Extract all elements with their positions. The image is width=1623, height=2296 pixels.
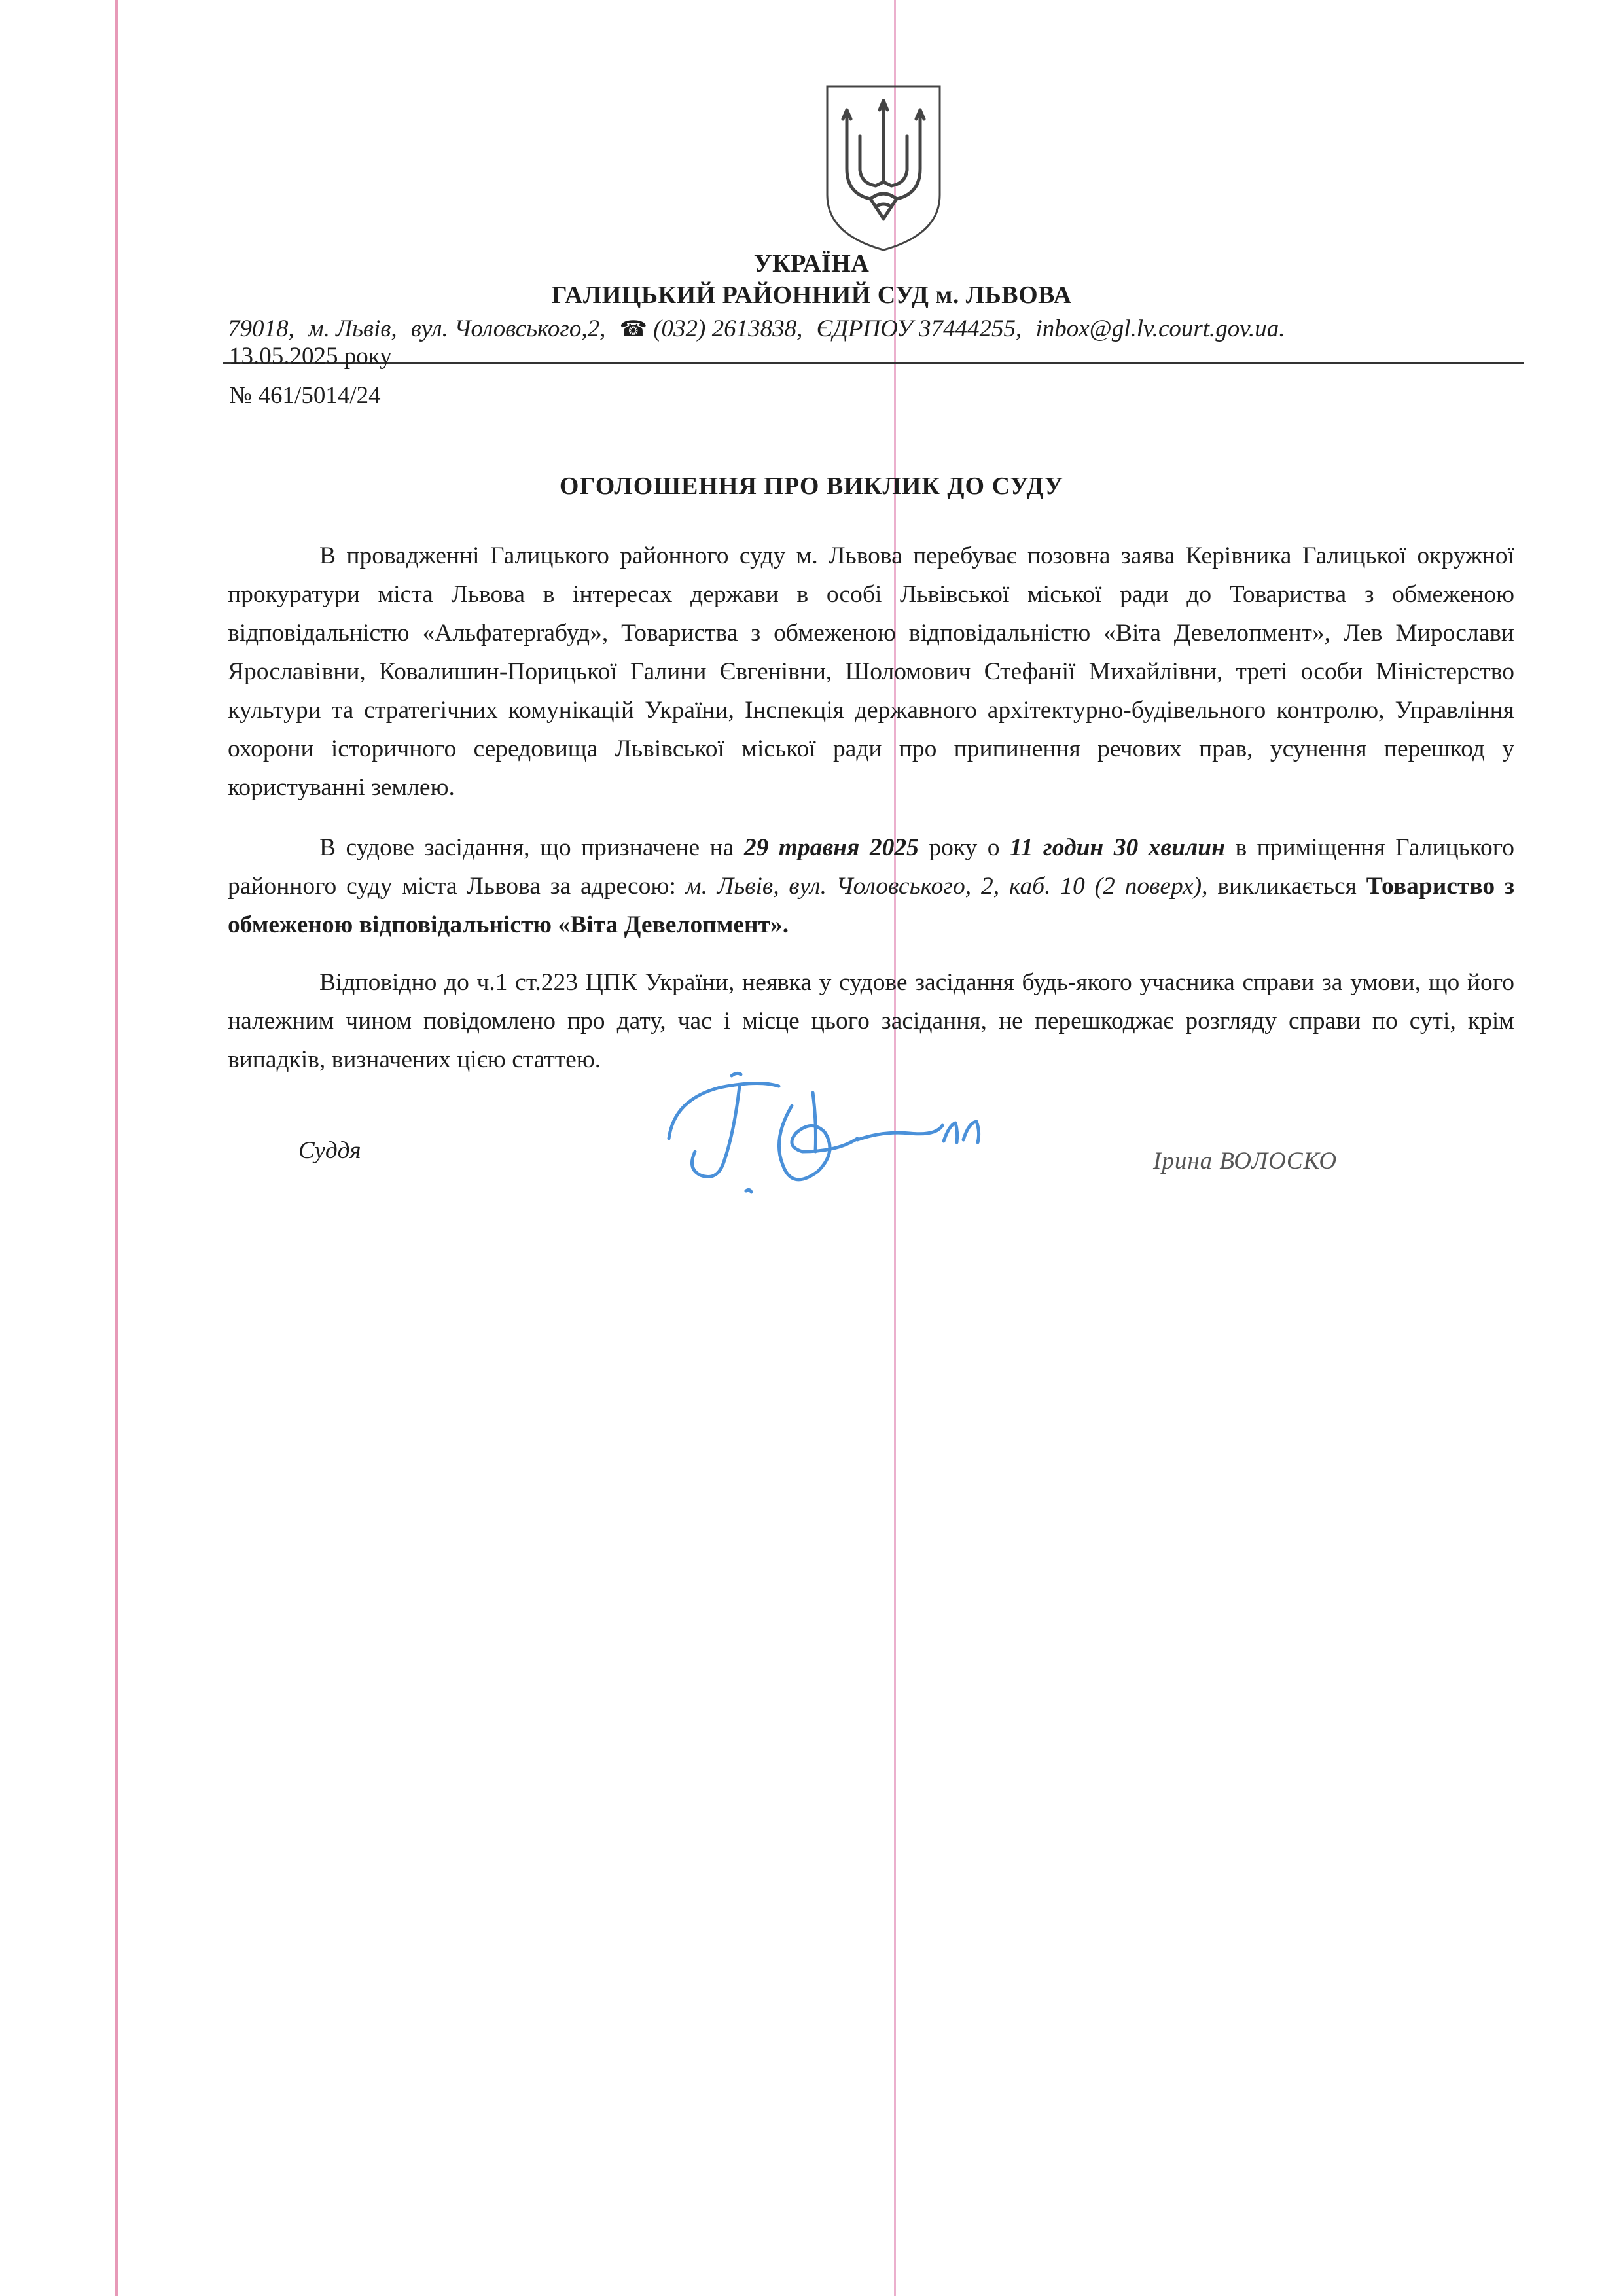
header-court-name: ГАЛИЦЬКИЙ РАЙОННИЙ СУД м. ЛЬВОВА (551, 281, 1072, 309)
hearing-time: 11 годин 30 хвилин (1009, 834, 1225, 861)
summoned-party: Товариство з обмеженою відповідальністю «Віта Девелопмент». (228, 873, 1514, 938)
case-number: № 461/5014/24 (229, 382, 381, 409)
document-title: ОГОЛОШЕННЯ ПРО ВИКЛИК ДО СУДУ (559, 472, 1064, 500)
address-phone: (032) 2613838, (653, 315, 803, 342)
p2-text-4: , викликається (1202, 873, 1366, 900)
court-address-line (228, 314, 1285, 345)
margin-line-left (115, 0, 118, 2296)
p2-text-3: в приміщення Галицького районного суду міста Львова за адресою: (228, 834, 1514, 900)
hearing-place: м. Львів, вул. Чоловського, 2, каб. 10 (2 поверх) (685, 873, 1202, 900)
body-paragraph-2 (228, 828, 1514, 944)
p2-text-2: року о (918, 834, 1010, 861)
address-email: inbox@gl.lv.court.gov.ua. (1035, 315, 1285, 342)
header-rule (223, 362, 1524, 364)
hearing-date: 29 травня 2025 (743, 834, 919, 861)
header-country: УКРАЇНА (753, 250, 870, 277)
body-paragraph-3: Відповідно до ч.1 ст.223 ЦПК України, неявка у судове засідання будь-якого учасника справи за умови, що його належним чином повідомлено про дату, час і місце цього засідання, не перешкоджає розгляду справи по суті, крім випадків, визначених цією статтею. (228, 969, 1514, 1073)
address-street: вул. Чоловського,2, (410, 315, 606, 342)
p2-text-1: В судове засідання, що призначене на (319, 834, 744, 861)
judge-name: Ірина ВОЛОСКО (1153, 1148, 1338, 1174)
address-postal-code: 79018, (228, 315, 294, 342)
document-date: 13.05.2025 року (229, 343, 392, 370)
coat-of-arms-trident-icon (823, 84, 944, 253)
telephone-icon: ☎ (619, 317, 647, 342)
judge-role: Суддя (298, 1137, 361, 1164)
body-paragraph-1: В провадженні Галицького районного суду м. Львова перебуває позовна заява Керівника Галицької окружної прокуратури міста Львова в інтересах держави в особі Львівської міської ради до Товариства з обмеженою відповідальністю «Альфатерrабуд», Товариства з обмеженою відповідальністю «Віта Девелопмент», Лев Мирослави Ярославівни, Ковалишин-Порицької Галини Євгенівни, Шоломович Стефанії Михайлівни, треті особи Міністерство культури та стратегічних комунікацій України, Інспекція державного архітектурно-будівельного контролю, Управління охорони історичного середовища Львівської міської ради про припинення речових прав, усунення перешкод у користуванні землею. (228, 542, 1514, 801)
handwritten-signature (661, 1060, 1008, 1210)
address-city: м. Львів, (308, 315, 397, 342)
address-edrpou: ЄДРПОУ 37444255, (816, 315, 1022, 342)
